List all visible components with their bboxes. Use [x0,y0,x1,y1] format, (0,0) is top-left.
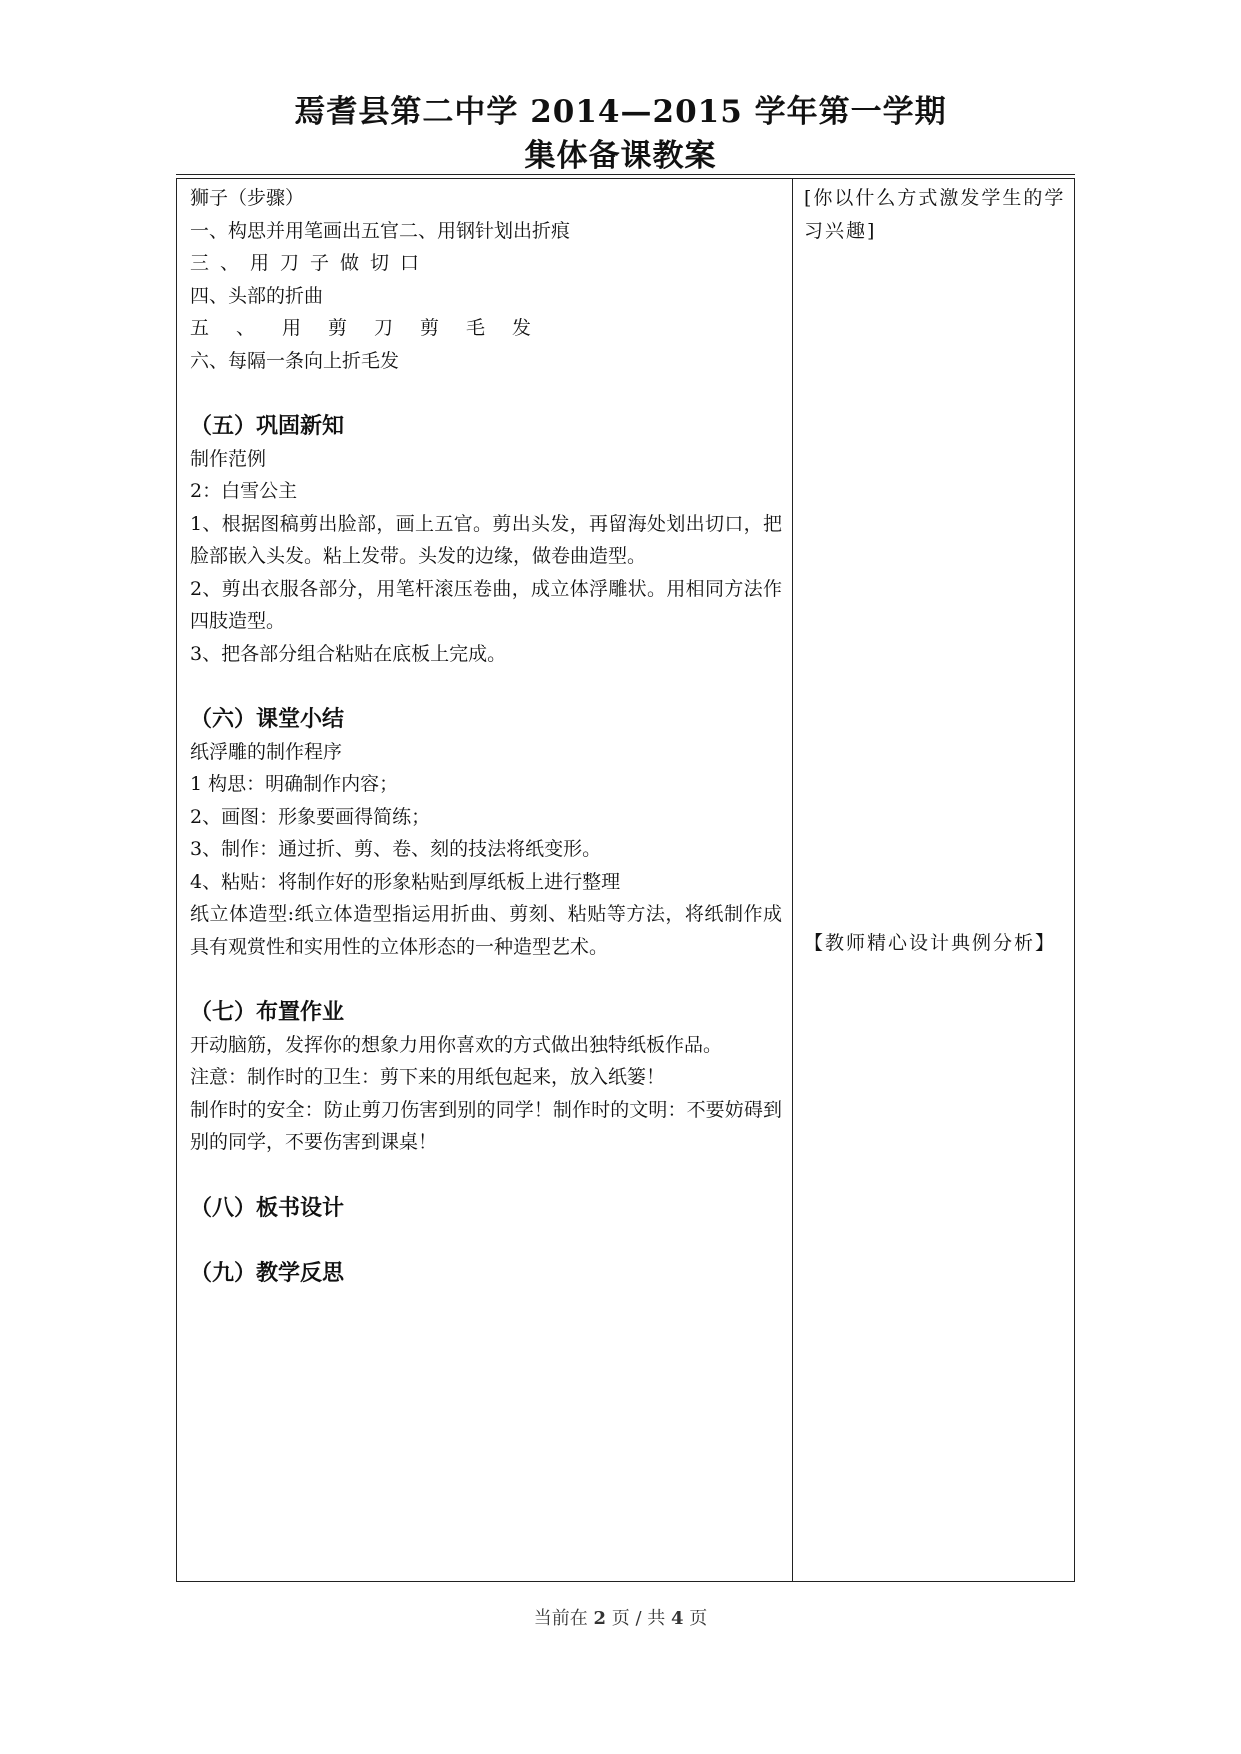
step-5: 五、用剪刀剪毛发 [190,317,559,339]
section-heading-9: （九）教学反思 [190,1260,345,1286]
section-heading-6: （六）课堂小结 [190,706,345,732]
section-6-line-1: 纸浮雕的制作程序 [190,740,343,763]
section-7-paragraph: 制作时的安全：防止剪刀伤害到别的同学！制作时的文明：不要妨碍到别的同学，不要伤害到课桌！ [190,1098,782,1153]
section-5-line-1: 制作范例 [190,447,267,470]
table-top-rule [176,174,1075,175]
section-6-paragraph: 纸立体造型:纸立体造型指运用折曲、剪刻、粘贴等方法，将纸制作成具有观赏性和实用性的立体形态的一种造型艺术。 [190,903,782,958]
step-3: 三、用刀子做切口 [190,252,431,274]
footer-current-page: 2 [593,1608,606,1629]
section-heading-7: （七）布置作业 [190,999,345,1025]
section-5-paragraph-2: 2、剪出衣服各部分，用笔杆滚压卷曲，成立体浮雕状。用相同方法作四肢造型。 [190,577,782,632]
step-1-2: 一、构思并用笔画出五官二、用钢针划出折痕 [190,219,571,242]
section-6-line-5: 4、粘贴：将制作好的形象粘贴到厚纸板上进行整理 [190,870,621,893]
footer-total-pages: 4 [670,1608,684,1629]
section-6-line-4: 3、制作：通过折、剪、卷、刻的技法将纸变形。 [190,838,602,860]
section-5-line-2: 2：白雪公主 [190,480,298,502]
section-6-line-3: 2、画图：形象要画得简练； [190,805,431,828]
footer-prefix: 当前在 [533,1608,588,1629]
steps-title: 狮子（步骤） [190,187,305,209]
side-note-interest: [你以什么方式激发学生的学习兴趣] [804,187,1066,242]
section-heading-8: （八）板书设计 [190,1194,345,1221]
section-7-line-1: 开动脑筋，发挥你的想象力用你喜欢的方式做出独特纸板作品。 [190,1033,723,1056]
section-5-paragraph-1: 1、根据图稿剪出脸部，画上五官。剪出头发，再留海处划出切口，把脸部嵌入头发。粘上发带。头发的边缘，做卷曲造型。 [190,512,782,567]
section-5-paragraph-3: 3、把各部分组合粘贴在底板上完成。 [190,642,507,665]
page-subtitle: 集体备课教案 [524,138,717,174]
footer-mid: 页 / 共 [611,1608,666,1629]
step-6: 六、每隔一条向上折毛发 [190,349,400,372]
section-7-line-2: 注意：制作时的卫生：剪下来的用纸包起来，放入纸篓！ [190,1066,666,1088]
column-divider [792,178,793,1582]
footer-suffix: 页 [689,1608,708,1629]
page-footer [0,1604,1241,1630]
step-4: 四、头部的折曲 [190,284,324,307]
side-note-example-analysis: 【教师精心设计典例分析】 [804,932,1057,954]
main-content-column [190,182,782,1290]
page-title: 焉耆县第二中学 2014—2015 学年第一学期 [294,94,947,130]
section-6-line-2: 1 构思：明确制作内容； [190,773,399,795]
section-heading-5: （五）巩固新知 [190,413,345,439]
